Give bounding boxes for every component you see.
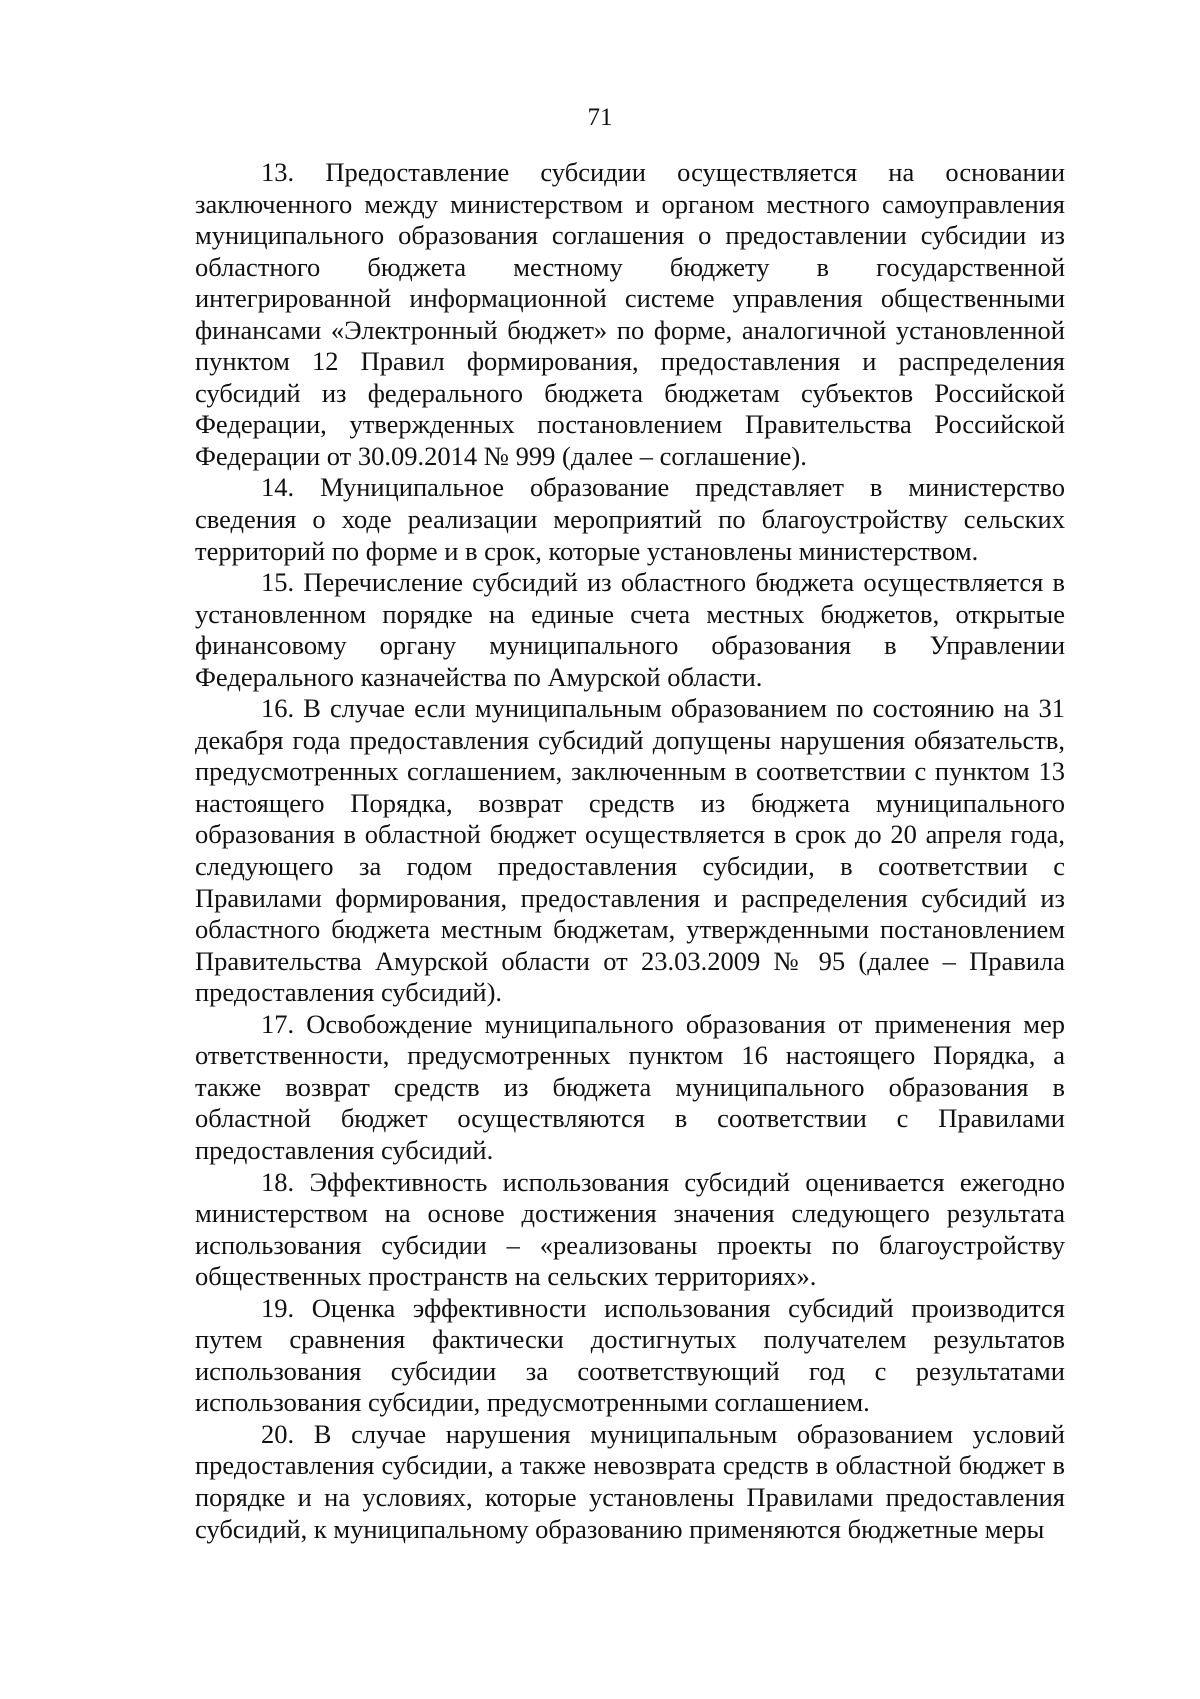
paragraph-18: 18. Эффективность использования субсидий оценивается ежегодно министерством на основе достижения значения следующего результата использования субсидии – «реализованы проекты по благоустройству общественных пространств на сельских территориях». xyxy=(195,1166,1065,1292)
paragraph-20: 20. В случае нарушения муниципальным образованием условий предоставления субсидии, а также невозврата средств в областной бюджет в порядке и на условиях, которые установлены Правилами предоставления субсидий, к муниципальному образованию применяются бюджетные меры xyxy=(195,1418,1065,1544)
document-body xyxy=(195,157,1065,1545)
paragraph-14: 14. Муниципальное образование представляет в министерство сведения о ходе реализации мероприятий по благоустройству сельских территорий по форме и в срок, которые установлены министерством. xyxy=(195,472,1065,566)
paragraph-13: 13. Предоставление субсидии осуществляется на основании заключенного между министерством и органом местного самоуправления муниципального образования соглашения о предоставлении субсидии из областного бюджета местному бюджету в государственной интегрированной информационной системе управления общественными финансами «Электронный бюджет» по форме, аналогичной установленной пунктом 12 Правил формирования, предоставления и распределения субсидий из федерального бюджета бюджетам субъектов Российской Федерации, утвержденных постановлением Правительства Российской Федерации от 30.09.2014 № 999 (далее – соглашение). xyxy=(195,157,1065,471)
paragraph-19: 19. Оценка эффективности использования субсидий производится путем сравнения фактически достигнутых получателем результатов использования субсидии за соответствующий год с результатами использования субсидии, предусмотренными соглашением. xyxy=(195,1292,1065,1418)
paragraph-16: 16. В случае если муниципальным образованием по состоянию на 31 декабря года предоставления субсидий допущены нарушения обязательств, предусмотренных соглашением, заключенным в соответствии с пунктом 13 настоящего Порядка, возврат средств из бюджета муниципального образования в областной бюджет осуществляется в срок до 20 апреля года, следующего за годом предоставления субсидии, в соответствии с Правилами формирования, предоставления и распределения субсидий из областного бюджета местным бюджетам, утвержденными постановлением Правительства Амурской области от 23.03.2009 № 95 (далее – Правила предоставления субсидий). xyxy=(195,693,1065,1008)
paragraph-15: 15. Перечисление субсидий из областного бюджета осуществляется в установленном порядке на единые счета местных бюджетов, открытые финансовому органу муниципального образования в Управлении Федерального казначейства по Амурской области. xyxy=(195,567,1065,692)
page-number: 71 xyxy=(587,104,613,131)
paragraph-17: 17. Освобождение муниципального образования от применения мер ответственности, предусмотренных пунктом 16 настоящего Порядка, а также возврат средств из бюджета муниципального образования в областной бюджет осуществляются в соответствии с Правилами предоставления субсидий. xyxy=(195,1008,1065,1165)
